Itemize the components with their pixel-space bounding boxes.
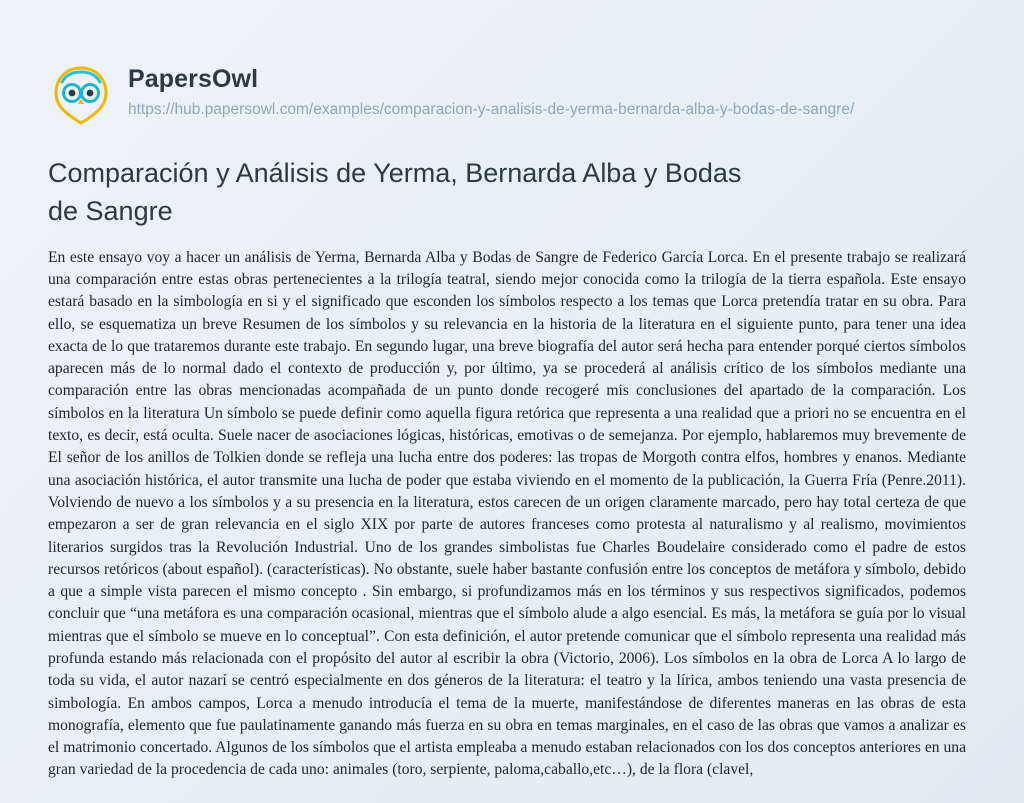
page-title: Comparación y Análisis de Yerma, Bernarda Alba y Bodas de Sangre — [48, 158, 742, 227]
source-url[interactable]: https://hub.papersowl.com/examples/comparacion-y-analisis-de-yerma-bernarda-alba-y-bodas-de-sangre/ — [128, 100, 855, 118]
document-content — [0, 128, 1024, 782]
document-body-text: En este ensayo voy a hacer un análisis de Yerma, Bernarda Alba y Bodas de Sangre de Federico García Lorca. En el presente trabajo se realizará una comparación entre estas obras pertenecientes a la trilogía teatral, siendo mejor conocida como la trilogía de la tierra española. Este ensayo estará basado en la simbología en si y el significado que esconden los símbolos respecto a los temas que Lorca pretendía tratar en su obra. Para ello, se esquematiza un breve Resumen de los símbolos y su relevancia en la historia de la literatura en el siguiente punto, para tener una idea exacta de lo que trataremos durante este trabajo. En segundo lugar, una breve biografía del autor será hecha para entender porqué ciertos símbolos aparecen más de lo normal dado el contexto de producción y, por último, ya se procederá al análisis crítico de los símbolos mediante una comparación entre las obras mencionadas acompañada de un punto donde recogeré mis conclusiones del apartado de la comparación. Los símbolos en la literatura Un símbolo se puede definir como aquella figura retórica que representa a una realidad que a priori no se encuentra en el texto, es decir, está oculta. Suele nacer de asociaciones lógicas, históricas, emotivas o de semejanza. Por ejemplo, hablaremos muy brevemente de El señor de los anillos de Tolkien donde se refleja una lucha entre dos poderes: las tropas de Morgoth contra elfos, hombres y enanos. Mediante una asociación histórica, el autor transmite una lucha de poder que estaba viviendo en el momento de la publicación, la Guerra Fría (Penre.2011). Volviendo de nuevo a los símbolos y a su presencia en la literatura, estos carecen de un origen claramente marcado, pero hay total certeza de que empezaron a ser de gran relevancia en el siglo XIX por parte de autores franceses como protesta al naturalismo y al realismo, movimientos literarios surgidos tras la Revolución Industrial. Uno de los grandes simbolistas fue Charles Boudelaire considerado como el padre de estos recursos retóricos (about español). (características). No obstante, suele haber bastante confusión entre los conceptos de metáfora y símbolo, debido a que a simple vista parecen el mismo concepto . Sin embargo, si profundizamos más en los términos y sus respectivos significados, podemos concluir que “una metáfora es una comparación ocasional, mientras que el símbolo alude a algo esencial. Es más, la metáfora se guía por lo visual mientras que el símbolo se mueve en lo conceptual”. Con esta definición, el autor pretende comunicar que el símbolo representa una realidad más profunda estando más relacionada con el propósito del autor al escribir la obra (Victorio, 2006). Los símbolos en la obra de Lorca A lo largo de toda su vida, el autor nazarí se centró especialmente en dos géneros de la literatura: el teatro y la lírica, ambos teniendo una vasta presencia de simbología. En ambos campos, Lorca a menudo introducía el tema de la muerte, manifestándose de diferentes maneras en las obras de esta monografía, elemento que fue paulatinamente ganando más fuerza en su obra en temas marginales, en el caso de las obras que vamos a analizar es el matrimonio concertado. Algunos de los símbolos que el artista empleaba a menudo estaban relacionados con los dos conceptos anteriores en una gran variedad de la procedencia de cada uno: animales (toro, serpiente, paloma,caballo,etc…), de la flora (clavel, — [48, 248, 966, 779]
site-header — [0, 0, 1024, 128]
brand-block — [128, 60, 854, 120]
brand-name: PapersOwl — [128, 65, 259, 93]
owl-logo-icon — [48, 62, 114, 128]
